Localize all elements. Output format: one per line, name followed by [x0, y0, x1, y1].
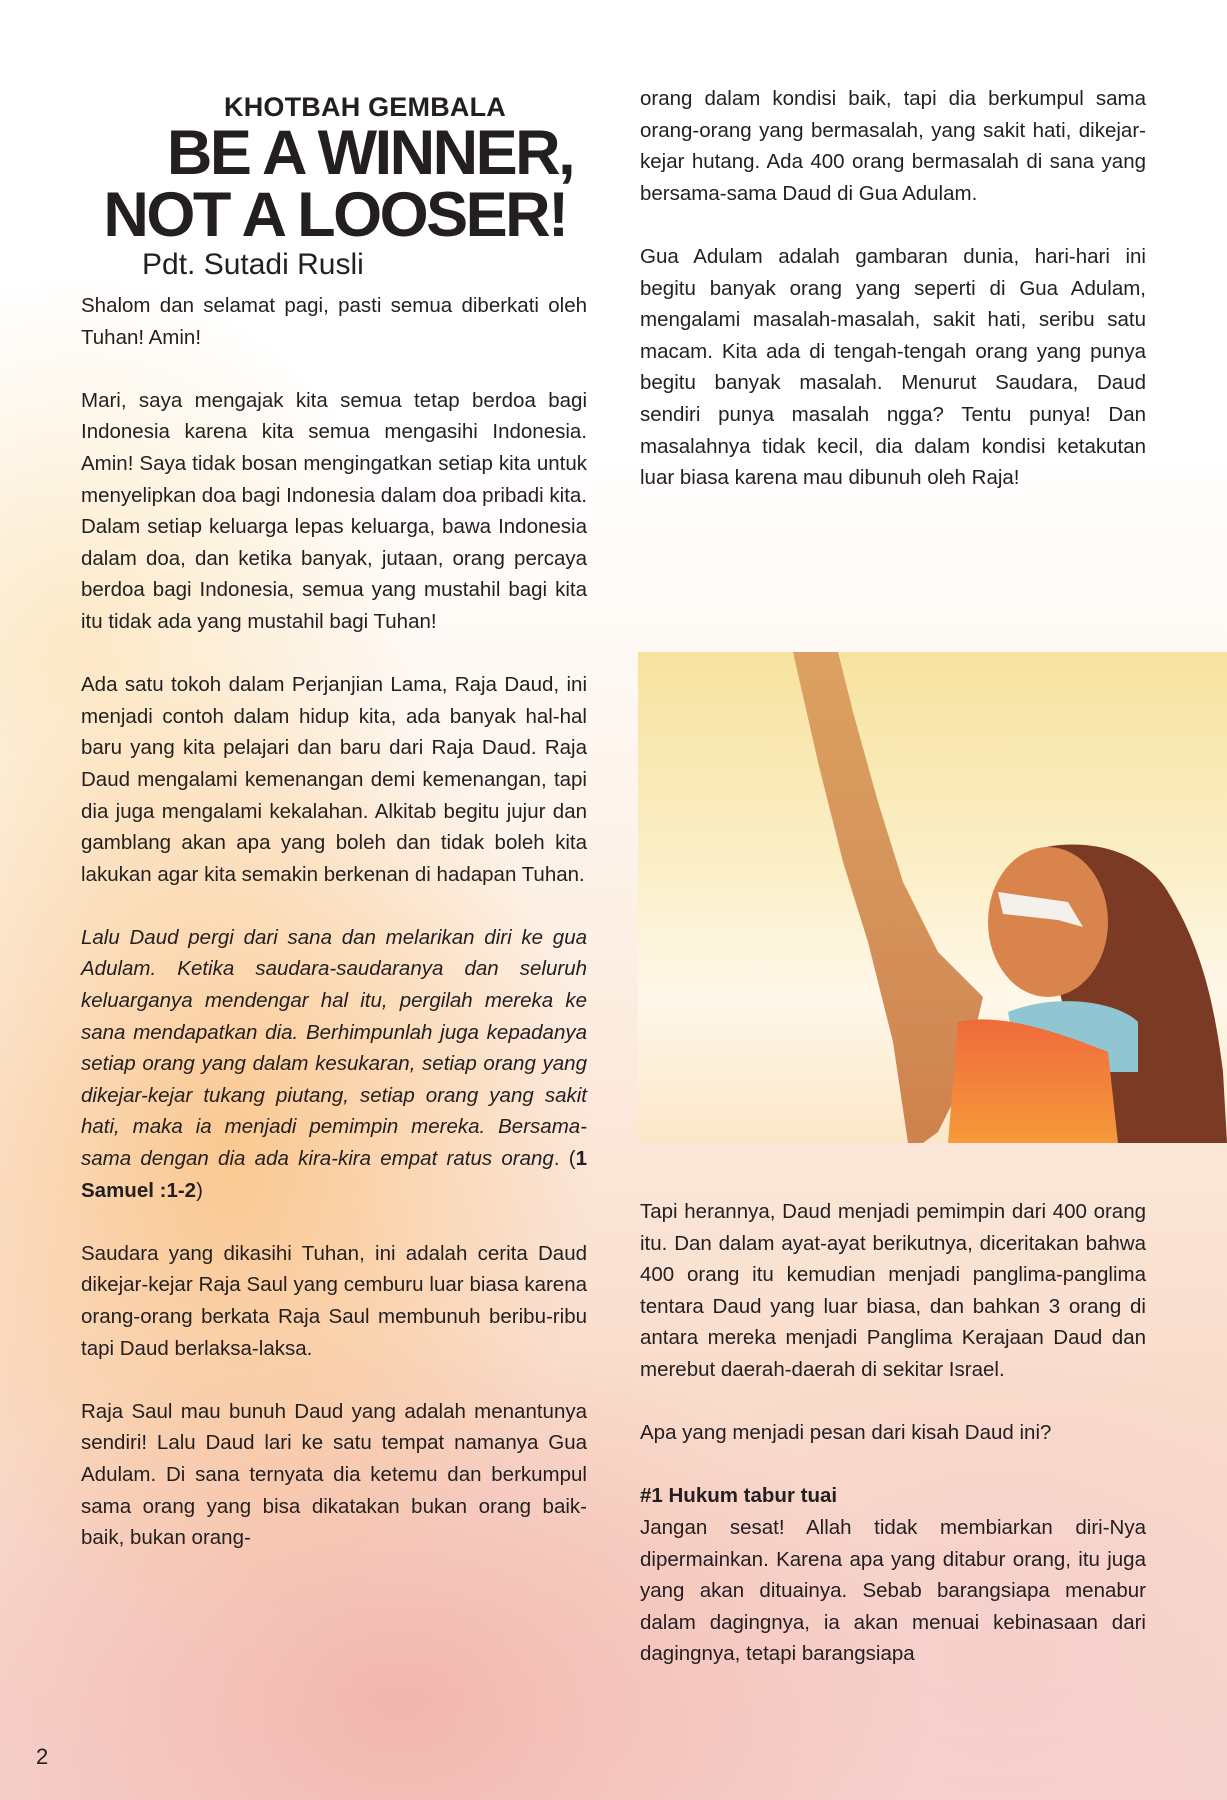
- left-column: [81, 290, 587, 1585]
- subheading: #1 Hukum tabur tuai: [640, 1484, 838, 1508]
- paragraph: Raja Saul mau bunuh Daud yang adalah menantunya sendiri! Lalu Daud lari ke satu tempat namanya Gua Adulam. Di sana ternyata dia ketemu dan berkumpul sama orang yang bisa dikatakan bukan orang baik-baik, bukan orang-: [81, 1399, 587, 1550]
- paragraph: Gua Adulam adalah gambaran dunia, hari-hari ini begitu banyak orang yang seperti di Gua Adulam, mengalami masalah-masalah, sakit hati, seribu satu macam. Kita ada di tengah-tengah orang yang punya begitu banyak masalah. Menurut Saudara, Daud sendiri punya masalah ngga? Tentu punya! Dan masalahnya tidak kecil, dia dalam kondisi ketakutan luar biasa karena mau dibunuh oleh Raja!: [640, 244, 1146, 490]
- author-byline: Pdt. Sutadi Rusli: [142, 248, 364, 281]
- quote-text: Lalu Daud pergi dari sana dan melarikan diri ke gua Adulam. Ketika saudara-saudaranya dan seluruh keluarganya mendengar hal itu, pergilah mereka ke sana mendapatkan dia. Berhimpunlah juga kepadanya setiap orang yang dalam kesukaran, setiap orang yang dikejar-kejar tukang piutang, setiap orang yang sakit hati, maka ia menjadi pemimpin mereka. Bersama-sama dengan dia ada kira-kira empat ratus orang: [81, 925, 587, 1171]
- paragraph: Apa yang menjadi pesan dari kisah Daud ini?: [640, 1421, 1052, 1445]
- quote-punct: ): [196, 1178, 203, 1202]
- scripture-quote: [81, 922, 587, 1206]
- paragraph: Saudara yang dikasihi Tuhan, ini adalah cerita Daud dikejar-kejar Raja Saul yang cemburu luar biasa karena orang-orang berkata Raja Saul membunuh beribu-ribu tapi Daud berlaksa-laksa.: [81, 1241, 587, 1360]
- section-kicker: KHOTBAH GEMBALA: [224, 92, 506, 122]
- woman-raising-arm-photo: [638, 652, 1227, 1143]
- quote-punct: . (: [553, 1147, 576, 1171]
- right-column-top: [640, 83, 1146, 525]
- headline-line-1: BE A WINNER,: [166, 118, 574, 188]
- paragraph: Shalom dan selamat pagi, pasti semua diberkati oleh Tuhan! Amin!: [81, 294, 587, 349]
- scripture-reference: 1 Samuel :1-2: [81, 1147, 588, 1202]
- paragraph: Ada satu tokoh dalam Perjanjian Lama, Raja Daud, ini menjadi contoh dalam hidup kita, ada banyak hal-hal baru yang kita pelajari dan baru dari Raja Daud. Raja Daud mengalami kemenangan demi kemenangan, tapi dia juga mengalami kekalahan. Alkitab begitu jujur dan gamblang akan apa yang boleh dan tidak boleh kita lakukan agar kita semakin berkenan di hadapan Tuhan.: [81, 673, 587, 886]
- page-number: 2: [36, 1744, 49, 1769]
- paragraph: Mari, saya mengajak kita semua tetap berdoa bagi Indonesia karena kita semua mengasihi Indonesia. Amin! Saya tidak bosan mengingatkan setiap kita untuk menyelipkan doa bagi Indonesia dalam doa pribadi kita. Dalam setiap keluarga lepas keluarga, bawa Indonesia dalam doa, dan ketika banyak, jutaan, orang percaya berdoa bagi Indonesia, semua yang mustahil bagi kita itu tidak ada yang mustahil bagi Tuhan!: [81, 388, 588, 633]
- headline-line-2: NOT A LOOSER!: [103, 180, 567, 250]
- paragraph: Jangan sesat! Allah tidak membiarkan diri-Nya dipermainkan. Karena apa yang ditabur orang, itu juga yang akan dituainya. Sebab barangsiapa menabur dalam dagingnya, ia akan menuai kebinasaan dari dagingnya, tetapi barangsiapa: [640, 1515, 1146, 1666]
- paragraph: Tapi herannya, Daud menjadi pemimpin dari 400 orang itu. Dan dalam ayat-ayat berikutnya, diceritakan bahwa 400 orang itu kemudian menjadi panglima-panglima tentara Daud yang luar biasa, dan bahkan 3 orang di antara mereka menjadi Panglima Kerajaan Daud dan merebut daerah-daerah di sekitar Israel.: [640, 1200, 1146, 1381]
- paragraph: orang dalam kondisi baik, tapi dia berkumpul sama orang-orang yang bermasalah, yang sakit hati, dikejar-kejar hutang. Ada 400 orang bermasalah di sana yang bersama-sama Daud di Gua Adulam.: [640, 87, 1146, 205]
- article-header: [80, 92, 590, 282]
- right-column-bottom: [640, 1196, 1146, 1702]
